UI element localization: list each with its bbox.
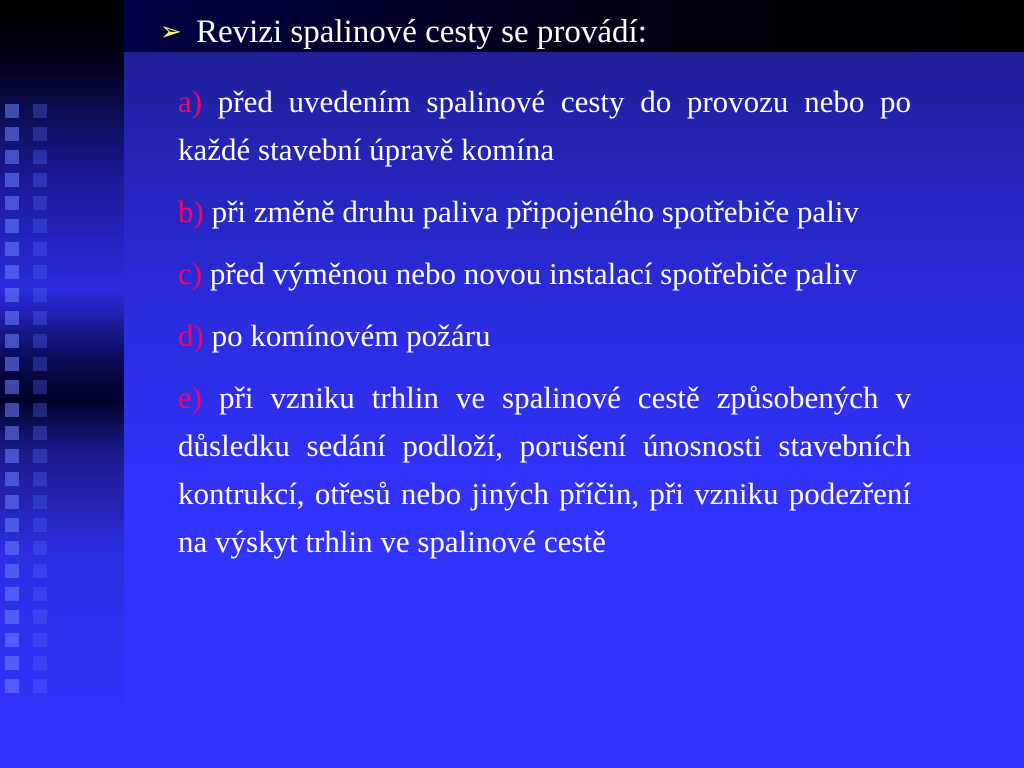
tile — [5, 472, 19, 486]
tile — [33, 380, 47, 394]
slide-heading — [160, 10, 980, 54]
tile — [33, 472, 47, 486]
tile — [5, 357, 19, 371]
tile — [5, 242, 19, 256]
tile — [33, 288, 47, 302]
tile — [5, 449, 19, 463]
list-item — [178, 374, 911, 566]
decorative-tiles-secondary — [33, 104, 55, 764]
item-text: před uvedením spalinové cesty do provozu nebo po každé stavební úpravě komína — [178, 84, 912, 167]
item-text: při změně druhu paliva připojeného spotřebiče paliv — [211, 194, 859, 229]
tile — [5, 334, 19, 348]
list-item — [178, 188, 911, 236]
tile — [5, 610, 19, 624]
tile — [5, 173, 19, 187]
tile — [33, 150, 47, 164]
left-decorative-strip — [0, 0, 124, 768]
tile — [5, 150, 19, 164]
tile — [5, 403, 19, 417]
tile — [33, 426, 47, 440]
item-letter: a) — [178, 84, 203, 119]
tile — [33, 518, 47, 532]
item-text: po komínovém požáru — [211, 318, 491, 353]
arrow-bullet-icon: ➢ — [160, 17, 182, 46]
tile — [5, 219, 19, 233]
tile — [33, 219, 47, 233]
tile — [33, 495, 47, 509]
item-letter: e) — [178, 380, 203, 415]
tile — [5, 288, 19, 302]
tile — [33, 196, 47, 210]
tile — [5, 518, 19, 532]
item-text: před výměnou nebo novou instalací spotřebiče paliv — [209, 256, 858, 291]
tile — [5, 265, 19, 279]
tile — [5, 633, 19, 647]
tile — [33, 265, 47, 279]
tile — [33, 564, 47, 578]
heading-text: Revizi spalinové cesty se provádí: — [196, 14, 647, 50]
item-text: při vzniku trhlin ve spalinové cestě způsobených v důsledku sedání podloží, porušení únosnosti stavebních kontrukcí, otřesů nebo jiných příčin, při vzniku podezření na výskyt trhlin ve spalinové cestě — [178, 380, 911, 559]
tile — [5, 679, 19, 693]
tile — [33, 656, 47, 670]
tile — [5, 380, 19, 394]
list-item — [178, 312, 911, 360]
list-item — [178, 250, 911, 298]
item-list — [178, 78, 911, 580]
item-letter: c) — [178, 256, 203, 291]
tile — [5, 495, 19, 509]
tile — [33, 357, 47, 371]
tile — [33, 403, 47, 417]
tile — [5, 311, 19, 325]
item-letter: d) — [178, 318, 204, 353]
tile — [33, 610, 47, 624]
tile — [5, 104, 19, 118]
tile — [5, 564, 19, 578]
tile — [33, 311, 47, 325]
tile — [5, 426, 19, 440]
tile — [33, 679, 47, 693]
tile — [5, 656, 19, 670]
tile — [33, 127, 47, 141]
decorative-tiles — [5, 104, 27, 764]
tile — [5, 196, 19, 210]
tile — [33, 173, 47, 187]
tile — [33, 449, 47, 463]
tile — [5, 541, 19, 555]
tile — [5, 127, 19, 141]
tile — [5, 587, 19, 601]
tile — [33, 633, 47, 647]
tile — [33, 334, 47, 348]
tile — [33, 242, 47, 256]
item-letter: b) — [178, 194, 204, 229]
tile — [33, 104, 47, 118]
tile — [33, 541, 47, 555]
tile — [33, 587, 47, 601]
list-item — [178, 78, 911, 174]
